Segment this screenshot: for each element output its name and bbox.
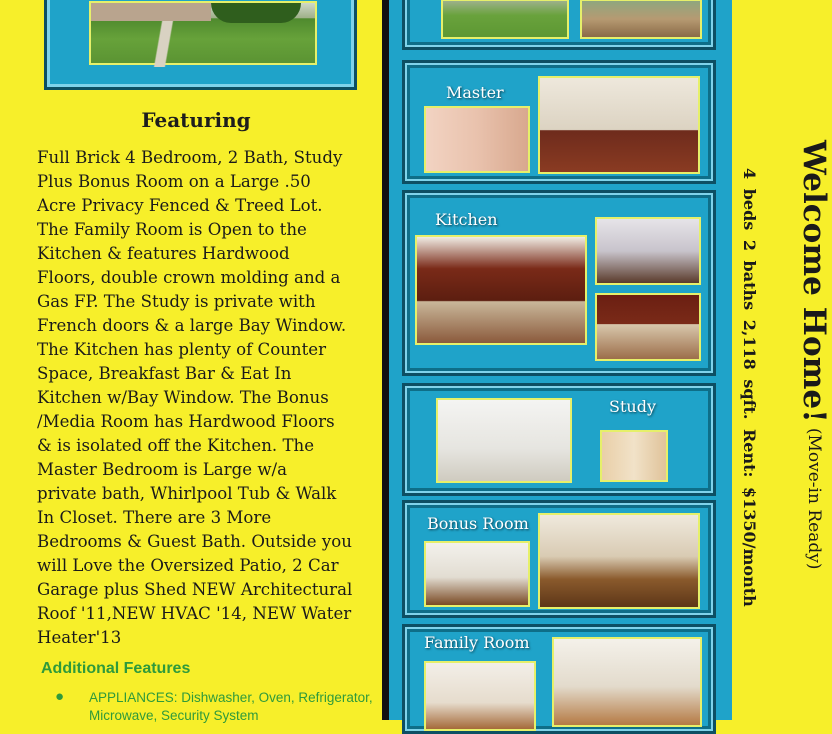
master-bedroom-photo: [538, 76, 700, 174]
kitchen-photo-counter: [595, 293, 701, 361]
kitchen-photo-dining: [595, 217, 701, 285]
bullet-icon: ●: [55, 688, 65, 705]
study-photo-french-doors: [600, 430, 668, 482]
outdoor-panel: [402, 0, 716, 50]
welcome-column: [732, 0, 832, 720]
master-bath-photo: [424, 106, 530, 173]
column-divider: [382, 0, 389, 720]
exterior-photo-frame: [44, 0, 357, 90]
additional-features-heading: Additional Features: [41, 660, 191, 677]
family-room-label: Family Room: [424, 633, 530, 652]
patio-photo: [580, 0, 702, 39]
master-label: Master: [446, 83, 504, 102]
move-in-ready-note: (Move-in Ready): [804, 427, 824, 570]
study-photo-bay-window: [436, 398, 572, 483]
featuring-heading: Featuring: [141, 108, 251, 132]
yard-photo: [441, 0, 569, 39]
photo-gallery-column: [389, 0, 732, 720]
exterior-photo: [89, 1, 317, 65]
tree-image: [211, 3, 301, 23]
kitchen-label: Kitchen: [435, 210, 498, 229]
kitchen-photo-main: [415, 235, 587, 345]
bonus-room-label: Bonus Room: [427, 514, 529, 533]
bonus-room-panel: [402, 500, 716, 618]
bonus-room-photo-tv: [424, 541, 530, 607]
family-room-panel: [402, 624, 716, 734]
welcome-heading: [796, 140, 832, 569]
family-room-photo-fireplace: [424, 661, 536, 731]
kitchen-panel: [402, 190, 716, 376]
property-description: Full Brick 4 Bedroom, 2 Bath, Study Plus Bonus Room on a Large .50 Acre Privacy Fenced & Treed Lot. The Family Room is Open to the Kitchen & features Hardwood Floors, double crown molding and a Gas FP. The Study is private with French doors & a large Bay Window. The Kitchen has plenty of Counter Space, Breakfast Bar & Eat In Kitchen w/Bay Window. The Bonus /Media Room has Hardwood Floors & is isolated off the Kitchen. The Master Bedroom is Large w/a private bath, Whirlpool Tub & Walk In Closet. There are 3 More Bedrooms & Guest Bath. Outside you will Love the Oversized Patio, 2 Car Garage plus Shed NEW Architectural Roof '11,NEW HVAC '14, NEW Water Heater'13: [37, 148, 353, 647]
description-column: [0, 0, 382, 723]
study-panel: [402, 383, 716, 496]
walkway-image: [141, 21, 201, 67]
bonus-room-photo-main: [538, 513, 700, 609]
master-panel: [402, 60, 716, 184]
family-room-photo-main: [552, 637, 702, 727]
welcome-title: Welcome Home!: [796, 140, 832, 423]
house-image: [91, 3, 211, 21]
study-label: Study: [609, 397, 656, 416]
property-details: 4 beds 2 baths 2,118 sqft. Rent: $1350/month: [740, 168, 759, 607]
feature-item-appliances: APPLIANCES: Dishwasher, Oven, Refrigerator, Microwave, Security System: [89, 690, 373, 723]
